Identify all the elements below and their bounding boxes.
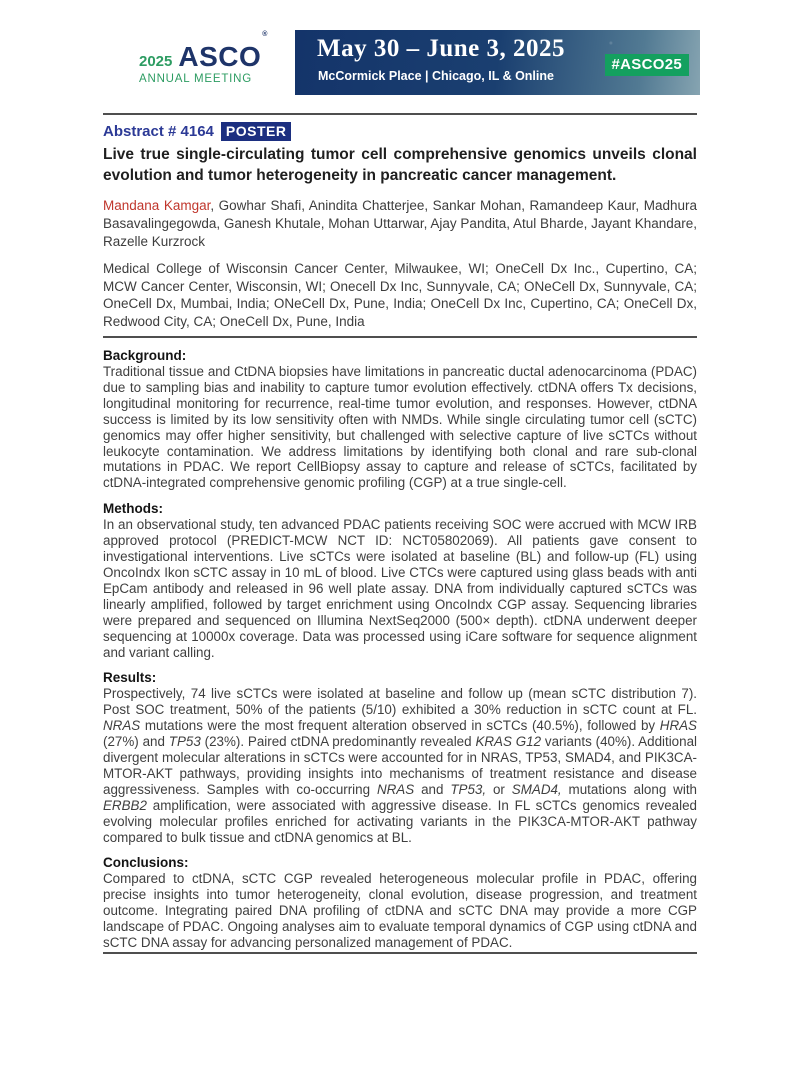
section-heading-results: Results: bbox=[103, 670, 157, 686]
section-conclusions bbox=[103, 855, 697, 954]
lead-author: Mandana Kamgar bbox=[103, 198, 211, 213]
other-authors: , Gowhar Shafi, Anindita Chatterjee, Sankar Mohan, Ramandeep Kaur, Madhura Basavalingegowda, Ganesh Khutale, Mohan Uttarwar, Ajay Pandita, Atul Bharde, Jayant Khandare, Razelle Kurzrock bbox=[103, 198, 697, 249]
asco-logo-top bbox=[139, 31, 274, 72]
poster-badge: POSTER bbox=[221, 122, 292, 141]
affiliations: Medical College of Wisconsin Cancer Center, Milwaukee, WI; OneCell Dx Inc., Cupertino, CA; MCW Cancer Center, Wisconsin, WI; Onecell Dx Inc, Sunnyvale, CA; ONeCell Dx, Sunnyvale, CA; OneCell Dx, Mumbai, India; ONeCell Dx, Pune, India; OneCell Dx Inc, Cupertino, CA; OneCell Dx, Redwood City, CA; OneCell Dx, Pune, India bbox=[103, 260, 697, 338]
author-list bbox=[103, 197, 697, 251]
section-heading-methods: Methods: bbox=[103, 501, 163, 517]
section-body-results: Prospectively, 74 live sCTCs were isolated at baseline and follow up (mean sCTC distribution 7). Post SOC treatment, 50% of the patients (5/10) exhibited a 30% reduction in sCTC count at FL. NRAS mutations were the most frequent alteration observed in sCTCs (40.5%), followed by HRAS (27%) and TP53 (23%). Paired ctDNA predominantly revealed KRAS G12 variants (40%). Additional divergent molecular alterations in sCTCs were accounted for in NRAS, TP53, SMAD4, and PIK3CA-MTOR-AKT pathways, providing insights into mechanisms of treatment resistance and disease aggressiveness. Samples with co-occurring NRAS and TP53, or SMAD4, mutations along with ERBB2 amplification, were associated with aggressive disease. In FL sCTCs genomics revealed evolving molecular profiles enriched for activating variants in the PIK3CA-MTOR-AKT pathway compared to bulk tissue and ctDNA genomics at BL. bbox=[103, 686, 697, 845]
event-banner bbox=[295, 30, 700, 95]
section-results bbox=[103, 670, 697, 845]
asco-logo-year: 2025 bbox=[139, 53, 173, 70]
section-body-methods: In an observational study, ten advanced PDAC patients receiving SOC were accrued with MCW IRB approved protocol (PREDICT-MCW NCT ID: NCT05802069). All patients gave consent to investigational interventions. Live sCTCs were isolated at baseline (BL) and follow-up (FL) using OncoIndx Ikon sCTC assay in 10 mL of blood. Live CTCs were captured using glass beads with anti EpCam antibody and released in 96 well plate assay. DNA from individually captured sCTCs was linearly amplified, followed by target enrichment using OncoIndx CGP assay. Sequencing libraries were prepared and sequenced on Illumina NextSeq2000 (500× depth). ctDNA underwent deeper sequencing at 10000x coverage. Data was processed using iCare software for sequence alignment and variant calling. bbox=[103, 517, 697, 660]
abstract-number: Abstract # 4164 bbox=[103, 123, 214, 140]
section-body-conclusions: Compared to ctDNA, sCTC CGP revealed heterogeneous molecular profile in PDAC, offering precise insights into tumor heterogeneity, clonal evolution, disease progression, and treatment outcome. Integrating paired DNA profiling of ctDNA and sCTC DNA may provide a more CGP landscape of PDAC. Ongoing analyses aim to evaluate temporal dynamics of CGP using ctDNA and sCTC DNA assay for advancing personalized management of PDAC. bbox=[103, 871, 697, 954]
section-body-background: Traditional tissue and CtDNA biopsies have limitations in pancreatic ductal adenocarcinoma (PDAC) due to sampling bias and inability to capture tumor evolution effectively. ctDNA offers Tx decisions, longitudinal monitoring for recurrence, real-time tumor evolution, and responses. However, ctDNA success is limited by its low sensitivity often with NMDs. While single circulating tumor cell (sCTC) genomics may offer higher sensitivity, but challenged with selective capture of live sCTCs without leukocyte contamination. We address limitations by identifying both clonal and rare sub-clonal mutations in PDAC. We report CellBiopsy assay to capture and release of sCTCs, facilitated by ctDNA-integrated comprehensive genomic profiling (CGP) at a true single-cell. bbox=[103, 364, 697, 491]
asco-logo-name: ASCO® bbox=[178, 31, 268, 72]
section-heading-background: Background: bbox=[103, 348, 187, 363]
asco-logo-subtitle: ANNUAL MEETING bbox=[139, 72, 253, 85]
trademark-icon: ® bbox=[262, 31, 268, 38]
section-background bbox=[103, 348, 697, 491]
asco-logo bbox=[139, 31, 274, 85]
event-location: McCormick Place | Chicago, IL & Online bbox=[318, 69, 554, 83]
section-methods bbox=[103, 501, 697, 660]
abstract-content bbox=[103, 113, 697, 954]
abstract-label-row bbox=[103, 122, 697, 141]
hashtag-badge: #ASCO25 bbox=[605, 54, 689, 76]
section-heading-conclusions: Conclusions: bbox=[103, 855, 189, 871]
abstract-title: Live true single-circulating tumor cell comprehensive genomics unveils clonal evolution and tumor heterogeneity in pancreatic cancer management. bbox=[103, 146, 697, 184]
event-dates: May 30 – June 3, 2025 bbox=[317, 35, 565, 62]
